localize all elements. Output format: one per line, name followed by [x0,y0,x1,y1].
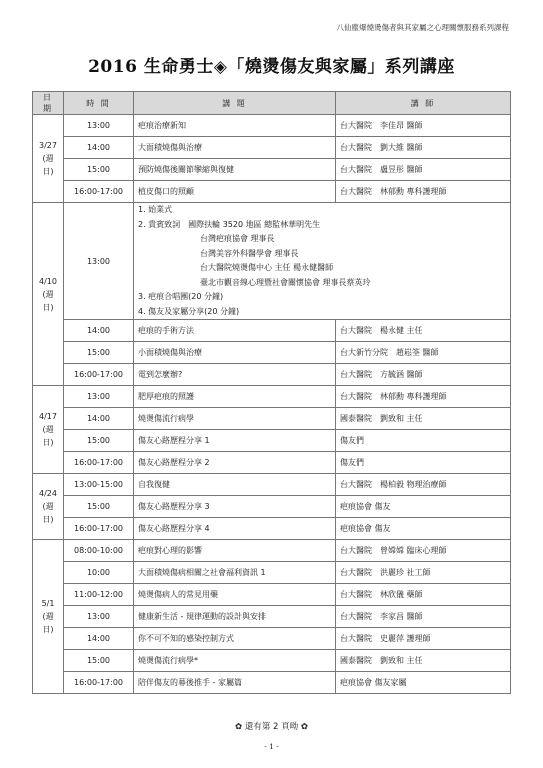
table-row [33,584,511,606]
row-topic: 自我復健 [134,474,336,496]
col-header-topic: 講 題 [134,92,336,115]
opening-program-line: 台灣美容外科醫學會 理事長 [200,248,299,258]
opening-program-line: 台灣疤痕協會 理事長 [200,234,275,243]
row-topic: 傷友心路歷程分享 1 [134,430,336,452]
session-date-label: 4/10 [39,276,57,286]
row-topic: 預防燒傷後關節攣縮與復健 [134,159,336,181]
row-time: 13:00 [64,606,134,628]
row-time: 13:00 [64,386,134,408]
table-row [33,518,511,540]
header-note: 八仙塵爆燒燙傷者與其家屬之心理關懷服務系列課程 [336,23,509,32]
row-speaker: 台大醫院 楊柏毅 物理治療師 [336,474,511,496]
page-number: - 1 - [264,742,279,751]
row-time: 15:00 [64,342,134,364]
session-date [33,540,64,694]
row-speaker: 台大醫院 李家昌 醫師 [336,606,511,628]
table-row [33,386,511,408]
row-time: 15:00 [64,496,134,518]
row-topic: 傷友心路歷程分享 4 [134,518,336,540]
session-weekday: (週日) [42,425,54,447]
row-time: 13:00-15:00 [64,474,134,496]
row-topic: 燒燙傷流行病學 [134,408,336,430]
row-time: 11:00-12:00 [64,584,134,606]
row-topic: 燒燙傷流行病學* [134,650,336,672]
row-speaker: 疤痕協會 傷友家屬 [336,672,511,694]
row-speaker: 台大醫院 盧昱彤 醫師 [336,159,511,181]
opening-program-line: 4. 傷友及家屬分享(20 分鐘) [138,306,240,316]
table-row [33,496,511,518]
opening-program [134,203,511,320]
row-time: 16:00-17:00 [64,518,134,540]
table-row [33,342,511,364]
session-date [33,386,64,474]
row-speaker: 台大醫院 史麗萍 護理師 [336,628,511,650]
row-speaker: 國泰醫院 劉致和 主任 [336,408,511,430]
row-speaker: 台大新竹分院 趙崧筌 醫師 [336,342,511,364]
row-time: 16:00-17:00 [64,672,134,694]
row-topic: 肥厚疤痕的照護 [134,386,336,408]
table-row [33,474,511,496]
page-title: 2016 生命勇士◈「燒燙傷友與家屬」系列講座 [88,57,455,77]
continued-note: ✿ 還有第 2 頁呦 ✿ [235,722,308,732]
table-row [33,408,511,430]
session-date-label: 4/17 [39,412,57,421]
table-row [33,628,511,650]
row-topic: 疤痕對心理的影響 [134,540,336,562]
row-speaker: 台大醫院 方毓涵 醫師 [336,364,511,386]
row-speaker: 傷友們 [336,452,511,474]
table-row [33,606,511,628]
row-time: 14:00 [64,137,134,159]
row-topic: 小面積燒傷與治療 [134,342,336,364]
row-topic: 電到怎麼辦? [134,364,336,386]
row-topic: 傷友心路歷程分享 2 [134,452,336,474]
table-row [33,320,511,342]
opening-row [33,203,511,320]
row-speaker: 國泰醫院 劉致和 主任 [336,650,511,672]
row-speaker: 台大醫院 洪麗珍 社工師 [336,562,511,584]
session-date [33,203,64,386]
table-row [33,137,511,159]
table-row [33,650,511,672]
row-speaker: 台大醫院 楊永健 主任 [336,320,511,342]
row-time: 14:00 [64,628,134,650]
row-time: 13:00 [64,115,134,137]
table-row [33,540,511,562]
session-date-label: 5/1 [41,599,55,608]
session-weekday: (週日) [42,154,54,176]
session-date-label: 3/27 [39,141,57,150]
session-weekday: (週日) [42,502,54,524]
row-time: 15:00 [64,430,134,452]
row-speaker: 台大醫院 林郁勳 專科護理師 [336,181,511,203]
row-topic: 疤痕的手術方法 [134,320,336,342]
schedule-body [33,115,511,694]
row-speaker: 台大醫院 曾嫦嫦 臨床心理師 [336,540,511,562]
row-speaker: 疤痕協會 傷友 [336,518,511,540]
table-row [33,181,511,203]
row-time: 15:00 [64,650,134,672]
row-time: 14:00 [64,320,134,342]
opening-time: 13:00 [64,203,134,320]
row-topic: 燒燙傷病人的常見用藥 [134,584,336,606]
row-time: 16:00-17:00 [64,452,134,474]
opening-program-line: 台大醫院燒燙傷中心 主任 楊永健醫師 [200,263,334,272]
row-speaker: 台大醫院 李佳昂 醫師 [336,115,511,137]
col-header-time: 時 間 [64,92,134,115]
row-topic: 植皮傷口的照顧 [134,181,336,203]
row-time: 10:00 [64,562,134,584]
row-time: 16:00-17:00 [64,181,134,203]
opening-program-line: 臺北市觀音線心理暨社會關懷協會 理事長蔡英玲 [200,277,371,287]
table-row [33,115,511,137]
table-row [33,430,511,452]
col-header-date: 日 期 [33,92,64,115]
table-row [33,364,511,386]
row-speaker: 台大醫院 林欣儀 藥師 [336,584,511,606]
row-topic: 陪伴傷友的幕後推手 - 家屬篇 [134,672,336,694]
table-row [33,672,511,694]
row-topic: 健康新生活 - 規律運動的設計與安排 [134,606,336,628]
row-speaker: 台大醫院 林郁勳 專科護理師 [336,386,511,408]
row-time: 08:00-10:00 [64,540,134,562]
table-row [33,159,511,181]
table-header-row [33,92,511,115]
session-date [33,474,64,540]
row-topic: 大面積燒傷病相關之社會福利資訊 1 [134,562,336,584]
row-topic: 大面積燒傷與治療 [134,137,336,159]
session-date-label: 4/24 [39,489,57,498]
row-time: 16:00-17:00 [64,364,134,386]
session-weekday: (週日) [42,612,54,634]
table-row [33,452,511,474]
row-topic: 疤痕治療新知 [134,115,336,137]
table-row [33,562,511,584]
row-time: 15:00 [64,159,134,181]
col-header-speaker: 講 師 [336,92,511,115]
row-speaker: 台大醫院 劉大維 醫師 [336,137,511,159]
row-speaker: 傷友們 [336,430,511,452]
row-topic: 你不可不知的感染控制方式 [134,628,336,650]
schedule-table [32,91,511,694]
row-speaker: 疤痕協會 傷友 [336,496,511,518]
opening-program-line: 2. 貴賓致詞 國際扶輪 3520 地區 總監林華明先生 [138,219,321,229]
opening-program-line: 1. 始業式 [138,205,173,214]
session-date [33,115,64,203]
opening-program-line: 3. 疤痕合唱團(20 分鐘) [138,292,224,301]
row-time: 14:00 [64,408,134,430]
row-topic: 傷友心路歷程分享 3 [134,496,336,518]
session-weekday: (週日) [42,289,54,312]
